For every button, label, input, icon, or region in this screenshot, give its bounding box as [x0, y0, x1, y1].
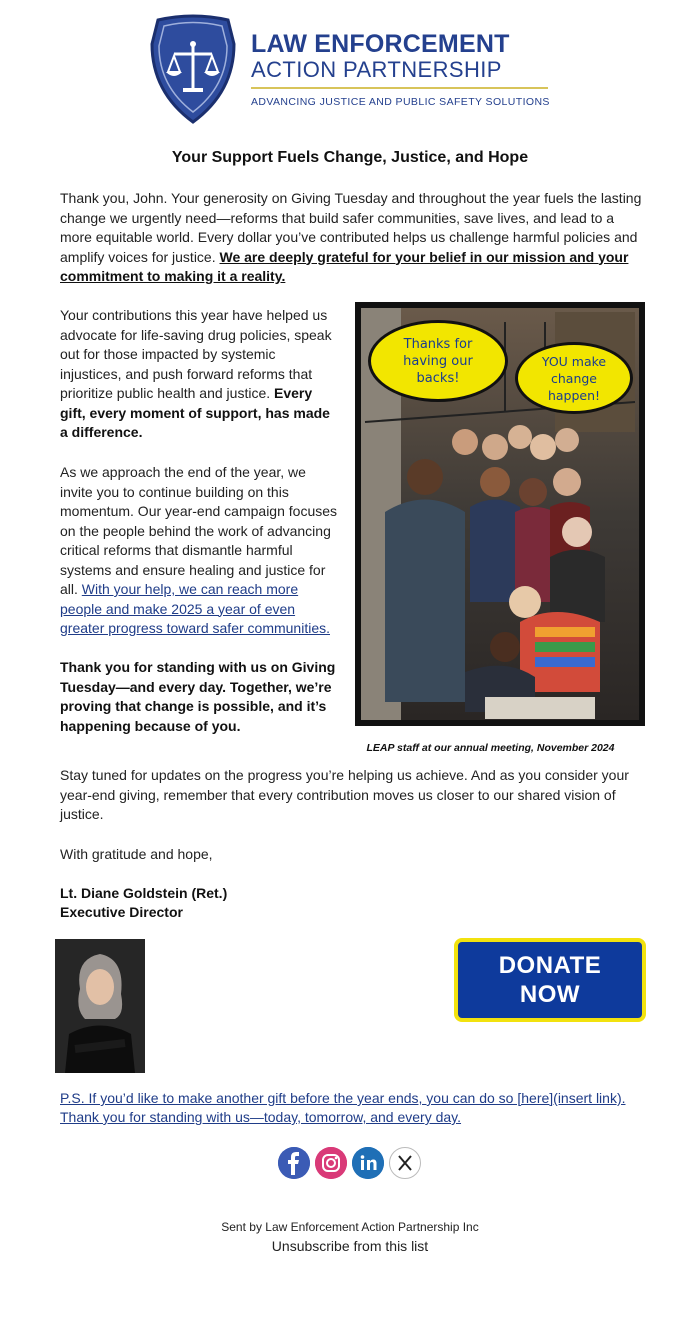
- signature-role: Executive Director: [60, 904, 183, 920]
- closing-line: With gratitude and hope,: [60, 846, 213, 862]
- ps-link-line1[interactable]: P.S. If you’d like to make another gift before the year ends, you can do so [here](insert link).: [60, 1090, 626, 1106]
- intro-text: Thank you, John. Your generosity on Giving Tuesday and throughout the year fuels the lasting change we urgently need—reforms that build safer communities, save lives, and lead to a more equitable world. Every dollar you’ve contributed helps us challenge harmful policies and amplify voices for justice.: [60, 190, 642, 265]
- social-icons: [278, 1147, 421, 1179]
- campaign-paragraph: [60, 463, 340, 639]
- donate-label-line1: DONATE: [498, 952, 602, 979]
- org-name-line2: ACTION PARTNERSHIP: [251, 57, 502, 82]
- thank-you-paragraph: Thank you for standing with us on Giving Tuesday—and every day. Together, we’re proving that change is possible, and it’s happening because of you.: [60, 659, 336, 734]
- campaign-link[interactable]: With your help, we can reach more people and make 2025 a year of even greater progress toward safer communities.: [60, 581, 330, 636]
- page-title: Your Support Fuels Change, Justice, and Hope: [171, 149, 529, 166]
- donate-now-button[interactable]: [454, 938, 646, 1022]
- logo-divider: [251, 87, 548, 89]
- org-tagline: ADVANCING JUSTICE AND PUBLIC SAFETY SOLUTIONS: [251, 96, 550, 108]
- donate-label-line2: NOW: [519, 981, 581, 1008]
- intro-paragraph: [60, 189, 642, 287]
- facebook-icon[interactable]: [278, 1147, 310, 1179]
- contributions-bold: Every gift, every moment of support, has made a difference.: [60, 385, 330, 440]
- ps-link-line2[interactable]: Thank you for standing with us—today, tomorrow, and every day.: [60, 1109, 462, 1125]
- linkedin-icon[interactable]: [352, 1147, 384, 1179]
- contributions-paragraph: [60, 306, 338, 443]
- signature-name: Lt. Diane Goldstein (Ret.): [60, 885, 228, 901]
- speech-bubble-thanks: Thanks for having our backs!: [368, 320, 508, 402]
- unsubscribe-link[interactable]: Unsubscribe from this list: [271, 1238, 429, 1254]
- campaign-text: As we approach the end of the year, we invite you to continue building on this momentum. Our year-end campaign focuses on the people behind the work of advancing critical reforms that dismantle harmful systems and ensure healing and justice for all.: [60, 464, 338, 597]
- staff-photo: [355, 302, 645, 726]
- updates-paragraph: Stay tuned for updates on the progress you’re helping us achieve. And as you consider your year-end giving, remember that every contribution moves us closer to our shared vision of justice.: [60, 767, 629, 822]
- speech-bubble-you: YOU make change happen!: [515, 342, 633, 414]
- intro-bold: We are deeply grateful for your belief in our mission and your commitment to making it a reality.: [60, 248, 629, 284]
- footer-sent-by: Sent by Law Enforcement Action Partnership Inc: [221, 1220, 479, 1234]
- org-name-line1: LAW ENFORCEMENT: [251, 30, 510, 58]
- instagram-icon[interactable]: [315, 1147, 347, 1179]
- photo-caption: LEAP staff at our annual meeting, November 2024: [366, 742, 615, 754]
- x-icon[interactable]: [389, 1147, 421, 1179]
- director-portrait: [55, 939, 145, 1073]
- contributions-text: Your contributions this year have helped us advocate for life-saving drug policies, speak out for those impacted by systemic injustices, and push forward reforms that prioritize public health and justice.: [60, 307, 332, 401]
- logo-badge-icon: [150, 14, 236, 124]
